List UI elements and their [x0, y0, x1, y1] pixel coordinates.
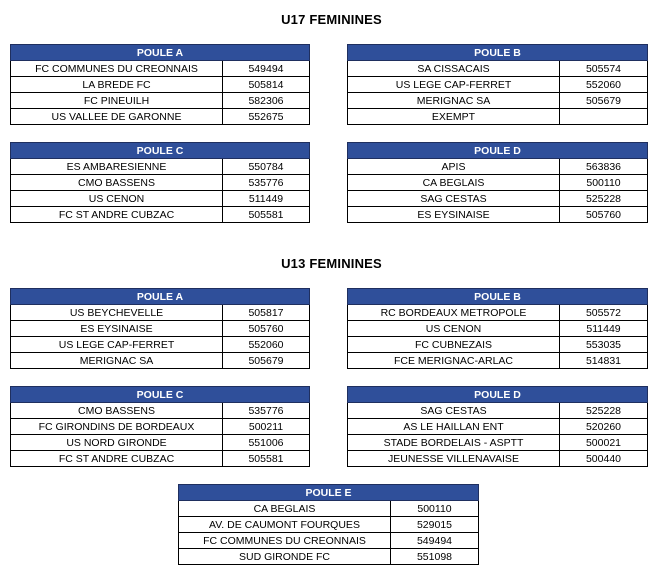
club-name: FC GIRONDINS DE BORDEAUX	[11, 419, 223, 435]
table-row	[11, 207, 310, 223]
table-row	[11, 175, 310, 191]
club-code: 520260	[560, 419, 648, 435]
table-row	[348, 435, 648, 451]
club-code: 505814	[223, 77, 310, 93]
club-code: 511449	[223, 191, 310, 207]
table-row	[11, 337, 310, 353]
poule-table	[347, 44, 648, 125]
club-code: 582306	[223, 93, 310, 109]
club-name: JEUNESSE VILLENAVAISE	[348, 451, 560, 467]
table-row	[11, 353, 310, 369]
poule-header: POULE C	[11, 143, 310, 159]
club-name: FC CUBNEZAIS	[348, 337, 560, 353]
club-name: STADE BORDELAIS - ASPTT	[348, 435, 560, 451]
poule-header: POULE E	[179, 485, 479, 501]
poule-header: POULE C	[11, 387, 310, 403]
club-name: MERIGNAC SA	[11, 353, 223, 369]
club-name: AV. DE CAUMONT FOURQUES	[179, 517, 391, 533]
table-row	[11, 403, 310, 419]
poule-header: POULE A	[11, 45, 310, 61]
club-name: FC ST ANDRE CUBZAC	[11, 451, 223, 467]
club-name: AS LE HAILLAN ENT	[348, 419, 560, 435]
club-code: 552060	[223, 337, 310, 353]
table-row	[11, 435, 310, 451]
club-name: FC ST ANDRE CUBZAC	[11, 207, 223, 223]
poule-table	[178, 484, 479, 565]
table-row	[11, 109, 310, 125]
club-name: SAG CESTAS	[348, 403, 560, 419]
club-name: FC PINEUILH	[11, 93, 223, 109]
table-row	[348, 207, 648, 223]
club-name: US LEGE CAP-FERRET	[348, 77, 560, 93]
club-code: 529015	[391, 517, 479, 533]
club-code: 552060	[560, 77, 648, 93]
poule-table	[347, 386, 648, 467]
table-row	[348, 175, 648, 191]
table-row	[11, 305, 310, 321]
club-code: 505760	[223, 321, 310, 337]
club-code: 553035	[560, 337, 648, 353]
poule-table	[10, 386, 310, 467]
club-name: FC COMMUNES DU CREONNAIS	[179, 533, 391, 549]
table-row	[348, 77, 648, 93]
poule-header: POULE B	[348, 45, 648, 61]
poule-table	[10, 44, 310, 125]
club-name: ES EYSINAISE	[11, 321, 223, 337]
club-code: 525228	[560, 403, 648, 419]
poule-table	[347, 288, 648, 369]
table-row	[11, 321, 310, 337]
u17-title: U17 FEMININES	[281, 12, 382, 27]
u13-title: U13 FEMININES	[281, 256, 382, 271]
club-code: 505679	[223, 353, 310, 369]
club-name: CA BEGLAIS	[179, 501, 391, 517]
table-row	[348, 353, 648, 369]
club-name: SAG CESTAS	[348, 191, 560, 207]
poule-header: POULE A	[11, 289, 310, 305]
poule-header: POULE D	[348, 143, 648, 159]
club-code: 549494	[223, 61, 310, 77]
table-row	[11, 61, 310, 77]
club-code: 505581	[223, 451, 310, 467]
table-row	[179, 549, 479, 565]
table-row	[179, 501, 479, 517]
club-name: US CENON	[11, 191, 223, 207]
club-name: ES AMBARESIENNE	[11, 159, 223, 175]
club-name: CMO BASSENS	[11, 403, 223, 419]
club-name: CMO BASSENS	[11, 175, 223, 191]
table-row	[11, 93, 310, 109]
table-row	[348, 93, 648, 109]
table-row	[11, 419, 310, 435]
club-name: MERIGNAC SA	[348, 93, 560, 109]
club-name: US CENON	[348, 321, 560, 337]
club-name: US LEGE CAP-FERRET	[11, 337, 223, 353]
table-row	[11, 191, 310, 207]
club-code: 500110	[560, 175, 648, 191]
table-row	[179, 533, 479, 549]
club-code: 549494	[391, 533, 479, 549]
club-code: 500211	[223, 419, 310, 435]
club-code: 550784	[223, 159, 310, 175]
club-name: LA BREDE FC	[11, 77, 223, 93]
table-row	[11, 159, 310, 175]
table-row	[11, 77, 310, 93]
table-row	[348, 109, 648, 125]
table-row	[348, 159, 648, 175]
table-row	[348, 419, 648, 435]
poule-table	[347, 142, 648, 223]
poule-table	[10, 288, 310, 369]
table-row	[11, 451, 310, 467]
club-code	[560, 109, 648, 125]
club-code: 535776	[223, 175, 310, 191]
club-code: 563836	[560, 159, 648, 175]
club-code: 505574	[560, 61, 648, 77]
poule-header: POULE B	[348, 289, 648, 305]
table-row	[179, 517, 479, 533]
table-row	[348, 403, 648, 419]
club-name: SA CISSACAIS	[348, 61, 560, 77]
club-name: FC COMMUNES DU CREONNAIS	[11, 61, 223, 77]
club-name: US BEYCHEVELLE	[11, 305, 223, 321]
table-row	[348, 451, 648, 467]
club-code: 500440	[560, 451, 648, 467]
club-code: 551098	[391, 549, 479, 565]
club-name: FCE MERIGNAC-ARLAC	[348, 353, 560, 369]
table-row	[348, 337, 648, 353]
club-name: ES EYSINAISE	[348, 207, 560, 223]
club-code: 500021	[560, 435, 648, 451]
club-code: 551006	[223, 435, 310, 451]
table-row	[348, 321, 648, 337]
club-name: US NORD GIRONDE	[11, 435, 223, 451]
club-code: 505572	[560, 305, 648, 321]
club-name: APIS	[348, 159, 560, 175]
club-name: RC BORDEAUX METROPOLE	[348, 305, 560, 321]
club-code: 505760	[560, 207, 648, 223]
club-code: 500110	[391, 501, 479, 517]
club-name: SUD GIRONDE FC	[179, 549, 391, 565]
club-code: 525228	[560, 191, 648, 207]
club-code: 505679	[560, 93, 648, 109]
club-name: CA BEGLAIS	[348, 175, 560, 191]
club-name: US VALLEE DE GARONNE	[11, 109, 223, 125]
club-code: 514831	[560, 353, 648, 369]
poule-table	[10, 142, 310, 223]
table-row	[348, 305, 648, 321]
table-row	[348, 61, 648, 77]
club-name: EXEMPT	[348, 109, 560, 125]
table-row	[348, 191, 648, 207]
club-code: 535776	[223, 403, 310, 419]
club-code: 511449	[560, 321, 648, 337]
club-code: 552675	[223, 109, 310, 125]
club-code: 505581	[223, 207, 310, 223]
poule-header: POULE D	[348, 387, 648, 403]
club-code: 505817	[223, 305, 310, 321]
